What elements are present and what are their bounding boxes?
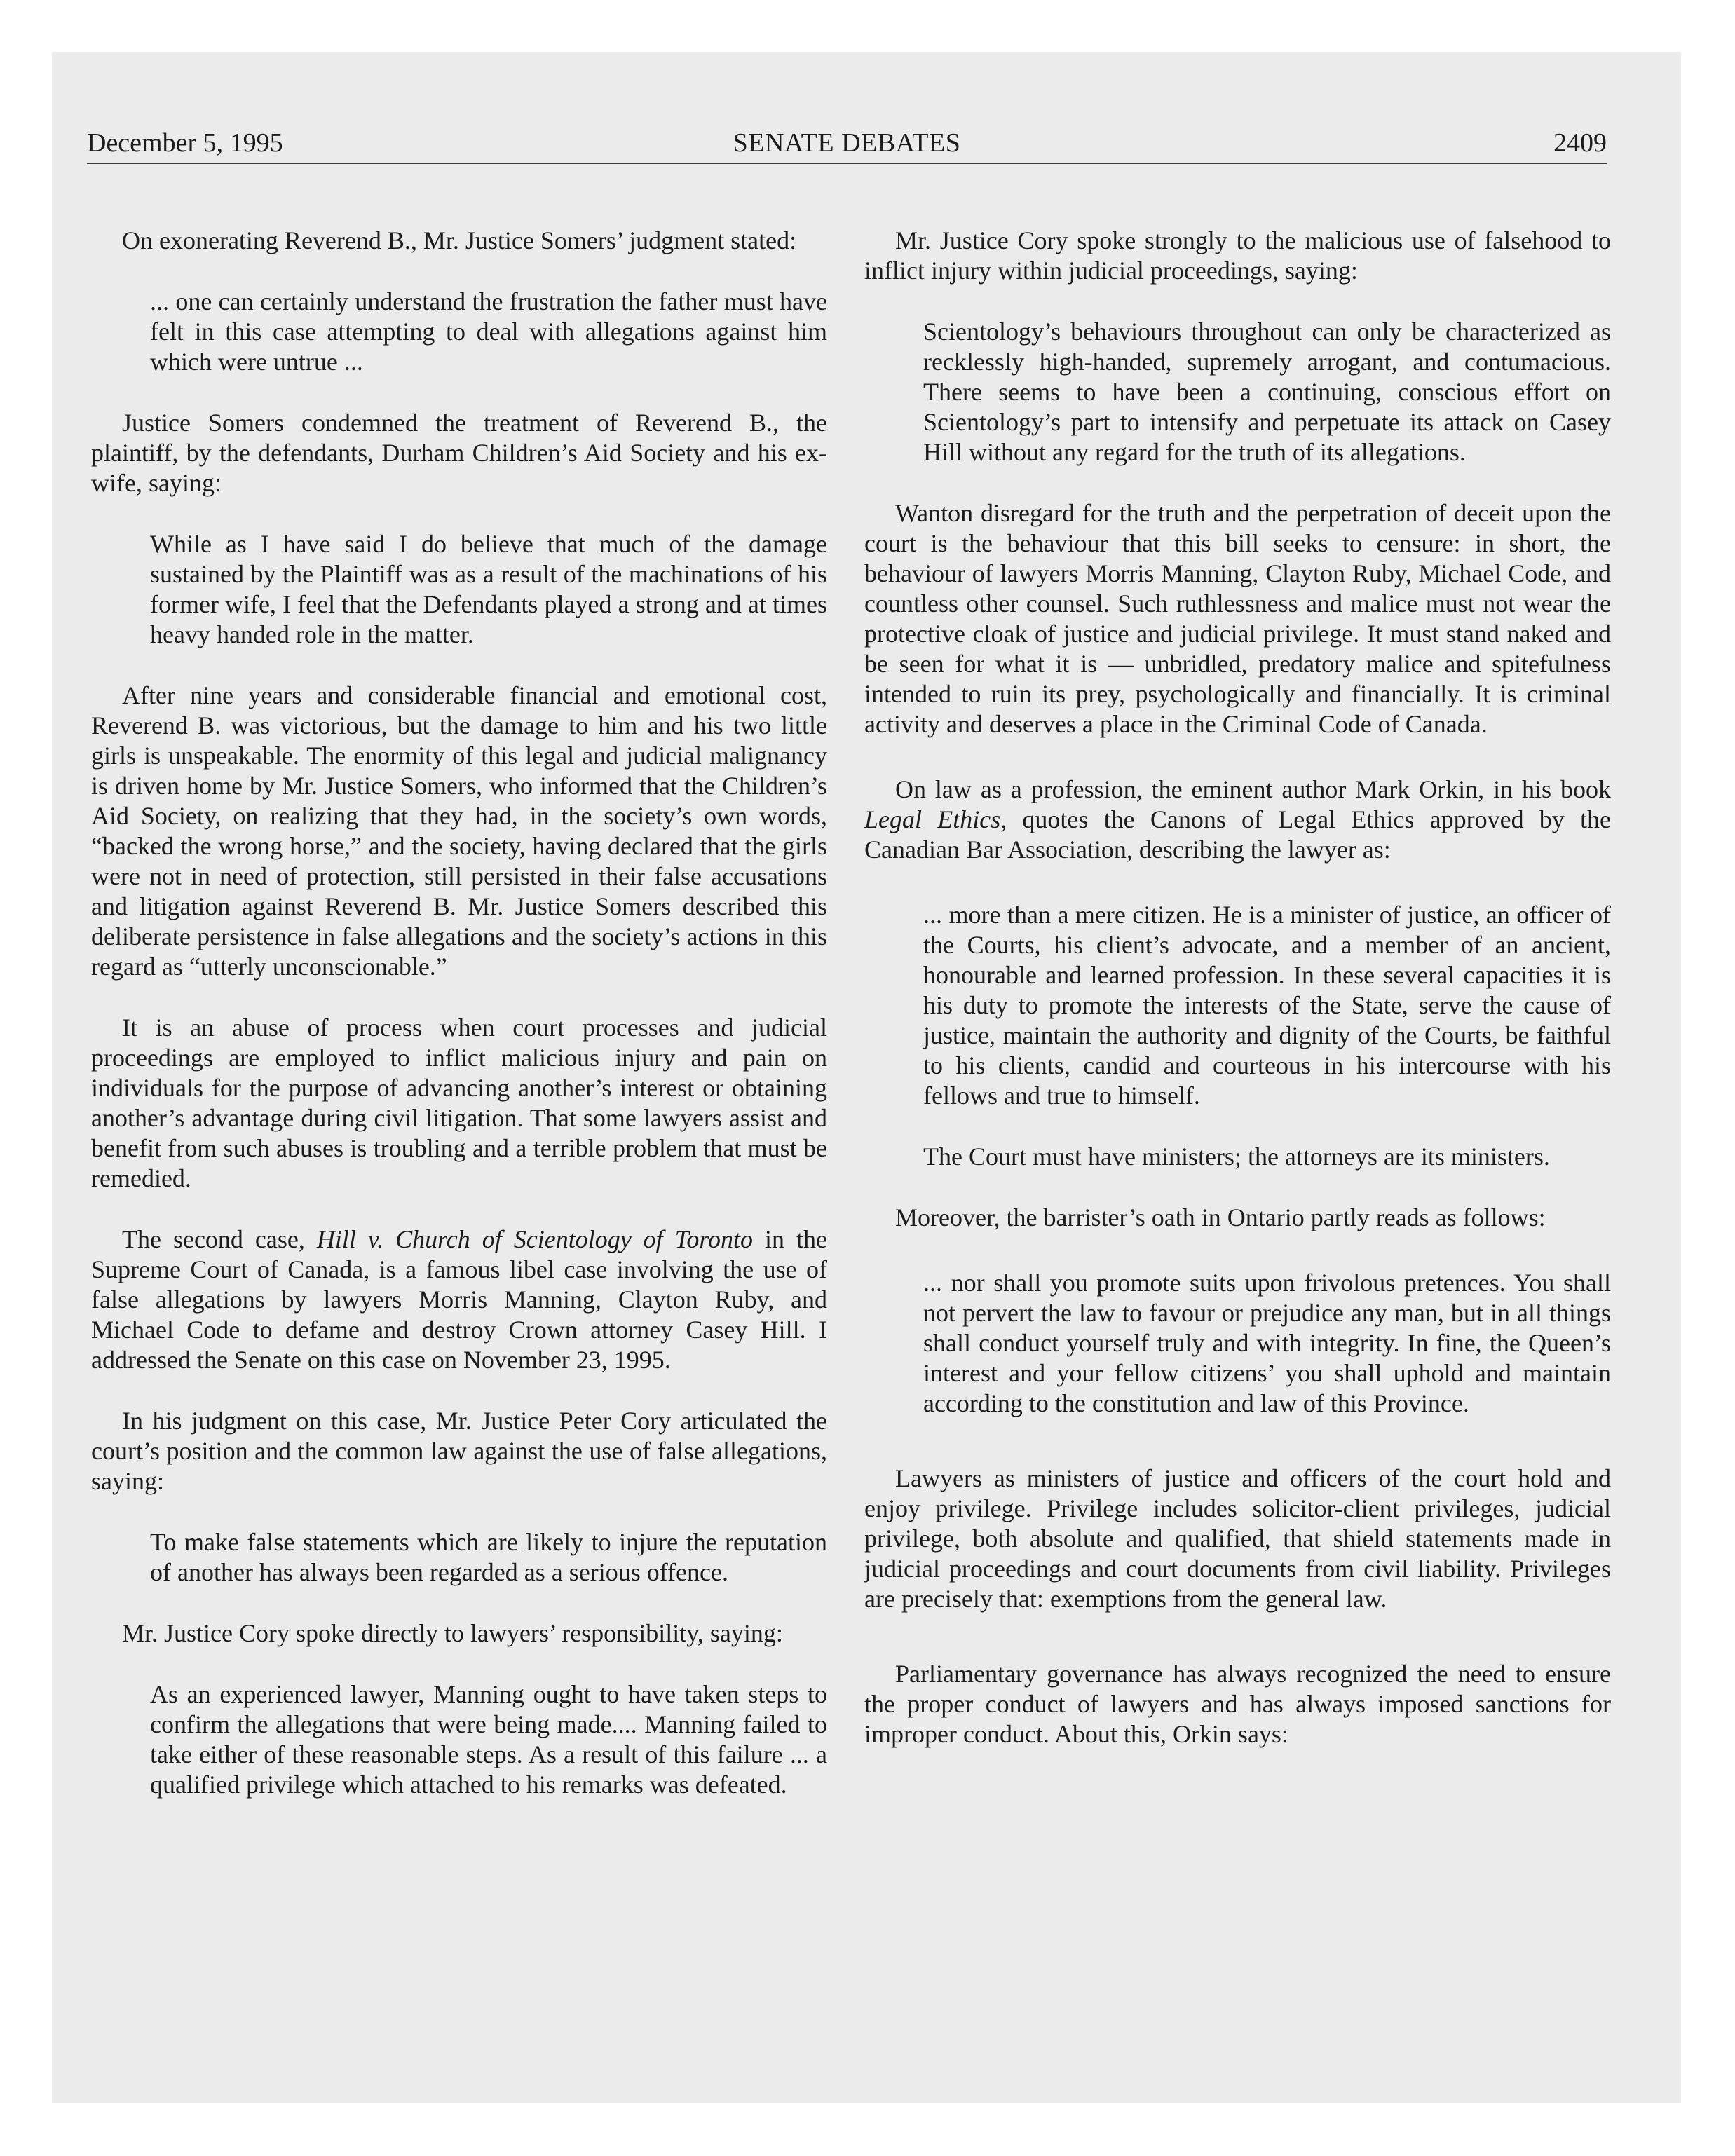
paragraph: In his judgment on this case, Mr. Justice Peter Cory articulated the court’s position and the common law against the use of false allegations, saying: — [91, 1407, 827, 1495]
page-header — [87, 123, 1607, 164]
left-column — [91, 226, 827, 1800]
right-column — [864, 226, 1611, 1749]
paragraph: On exonerating Reverend B., Mr. Justice Somers’ judgment stated: — [122, 226, 797, 254]
paragraph: Lawyers as ministers of justice and officers of the court hold and enjoy privilege. Privilege includes solicitor-client privileges, judicial privilege, both absolute and qualified, that shield statements made in judicial proceedings and court documents from civil liability. Privileges are precisely that: exemptions from the general law. — [864, 1464, 1611, 1613]
header-title: SENATE DEBATES — [733, 128, 961, 158]
case-title: Hill v. Church of Scientology of Toronto — [316, 1225, 754, 1253]
block-quote: The Court must have ministers; the attorneys are its ministers. — [923, 1142, 1550, 1171]
text: , quotes the Canons of Legal Ethics approved by the Canadian Bar Association, describing the lawyer as: — [864, 805, 1611, 864]
text: The second case, — [122, 1225, 317, 1253]
block-quote: ... nor shall you promote suits upon frivolous pretences. You shall not pervert the law to favour or prejudice any man, but in all things shall conduct yourself truly and with integrity. In fine, the Queen’s interest and your fellow citizens’ you shall uphold and maintain according to the constitution and law of this Province. — [923, 1269, 1611, 1417]
paragraph: Mr. Justice Cory spoke strongly to the malicious use of falsehood to inflict injury within judicial proceedings, saying: — [864, 226, 1611, 285]
book-title: Legal Ethics — [864, 805, 1001, 833]
page-number: 2409 — [1553, 128, 1607, 158]
block-quote: While as I have said I do believe that much of the damage sustained by the Plaintiff was as a result of the machinations of his former wife, I feel that the Defendants played a strong and at times heavy handed role in the matter. — [150, 530, 827, 648]
paragraph-case — [91, 1224, 827, 1375]
header-date: December 5, 1995 — [87, 128, 283, 158]
block-quote: As an experienced lawyer, Manning ought to have taken steps to confirm the allegations that were being made.... Manning failed to take either of these reasonable steps. As a result of this failure ... a qualified privilege which attached to his remarks was defeated. — [150, 1680, 827, 1799]
paragraph: Mr. Justice Cory spoke directly to lawyers’ responsibility, saying: — [122, 1619, 783, 1647]
paragraph: After nine years and considerable financial and emotional cost, Reverend B. was victorious, but the damage to him and his two little girls is unspeakable. The enormity of this legal and judicial malignancy is driven home by Mr. Justice Somers, who informed that the Children’s Aid Society, on realizing that they had, in the society’s own words, “backed the wrong horse,” and the society, having declared that the girls were not in need of protection, still persisted in their false accusations and litigation against Reverend B. Mr. Justice Somers described this deliberate persistence in false allegations and the society’s actions in this regard as “utterly unconscionable.” — [91, 681, 827, 981]
paragraph: Justice Somers condemned the treatment of Reverend B., the plaintiff, by the defendants, Durham Children’s Aid Society and his ex-wife, saying: — [91, 409, 827, 497]
block-quote: To make false statements which are likely to injure the reputation of another has always been regarded as a serious offence. — [150, 1528, 827, 1586]
paragraph: It is an abuse of process when court processes and judicial proceedings are employed to inflict malicious injury and pain on individuals for the purpose of advancing another’s interest or obtaining another’s advantage during civil litigation. That some lawyers assist and benefit from such abuses is troubling and a terrible problem that must be remedied. — [91, 1014, 827, 1192]
paragraph: Parliamentary governance has always recognized the need to ensure the proper conduct of lawyers and has always imposed sanctions for improper conduct. About this, Orkin says: — [864, 1660, 1611, 1748]
block-quote: Scientology’s behaviours throughout can only be characterized as recklessly high-handed, supremely arrogant, and contumacious. There seems to have been a continuing, conscious effort on Scientology’s part to intensify and perpetuate its attack on Casey Hill without any regard for the truth of its allegations. — [923, 318, 1611, 466]
block-quote: ... one can certainly understand the frustration the father must have felt in this case attempting to deal with allegations against him which were untrue ... — [150, 287, 827, 376]
paragraph-book — [864, 775, 1611, 865]
paragraph: Moreover, the barrister’s oath in Ontario partly reads as follows: — [895, 1203, 1546, 1231]
paragraph: Wanton disregard for the truth and the perpetration of deceit upon the court is the behaviour that this bill seeks to censure: in short, the behaviour of lawyers Morris Manning, Clayton Ruby, Michael Code, and countless other counsel. Such ruthlessness and malice must not wear the protective cloak of justice and judicial privilege. It must stand naked and be seen for what it is — unbridled, predatory malice and spitefulness intended to ruin its prey, psychologically and financially. It is criminal activity and deserves a place in the Criminal Code of Canada. — [864, 499, 1611, 738]
text: On law as a profession, the eminent author Mark Orkin, in his book — [895, 775, 1611, 803]
block-quote: ... more than a mere citizen. He is a minister of justice, an officer of the Courts, his client’s advocate, and a member of an ancient, honourable and learned profession. In these several capacities it is his duty to promote the interests of the State, serve the cause of justice, maintain the authority and dignity of the Courts, be faithful to his clients, candid and courteous in his intercourse with his fellows and true to himself. — [923, 901, 1611, 1110]
text: in the Supreme Court of Canada, is a famous libel case involving the use of false allegations by lawyers Morris Manning, Clayton Ruby, and Michael Code to defame and destroy Crown attorney Casey Hill. I addressed the Senate on this case on November 23, 1995. — [91, 1225, 828, 1374]
